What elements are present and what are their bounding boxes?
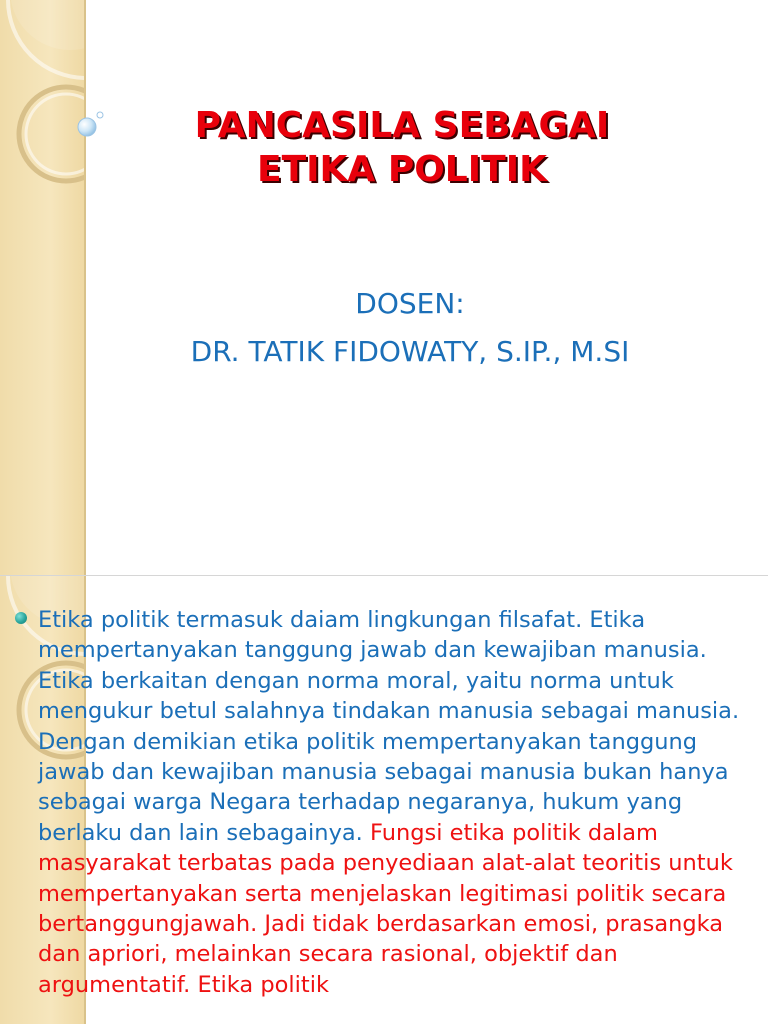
lecturer-info bbox=[90, 280, 730, 376]
paragraph-text-red: Fungsi etika politik dalam masyarakat terbatas pada penyediaan alat-alat teoritis untuk mempertanyakan serta menjelaskan legitimasi politik secara bertanggungjawah. Jadi tidak berdasarkan emosi, prasangka dan apriori, melainkan secara rasional, objektif dan argumentatif. Etika politik bbox=[38, 819, 733, 998]
slide-title-line-1: PANCASILA SEBAGAI bbox=[194, 105, 610, 146]
lecturer-heading: DOSEN: bbox=[355, 287, 465, 320]
bullet-paragraph bbox=[38, 605, 750, 1000]
paragraph-text-blue: Etika politik termasuk daiam lingkungan filsafat. Etika mempertanyakan tanggung jawab dan kewajiban manusia. Etika berkaitan dengan norma moral, yaitu norma untuk mengukur betul salahnya tindakan manusia sebagai manusia. Dengan demikian etika politik mempertanyakan tanggung jawab dan kewajiban manusia sebagai manusia bukan hanya sebagai warga Negara terhadap negaranya, hukum yang berlaku dan lain sebagainya. bbox=[38, 607, 740, 846]
content-slide bbox=[0, 576, 768, 1024]
circle-bullet-icon bbox=[15, 612, 27, 624]
lecturer-name: DR. TATIK FIDOWATY, S.IP., M.SI bbox=[190, 335, 630, 368]
decorative-circles-icon bbox=[0, 0, 84, 576]
decorative-side-strip bbox=[0, 0, 86, 576]
slide-title-line-2: ETIKA POLITIK bbox=[256, 149, 547, 190]
slide-title bbox=[90, 104, 714, 192]
